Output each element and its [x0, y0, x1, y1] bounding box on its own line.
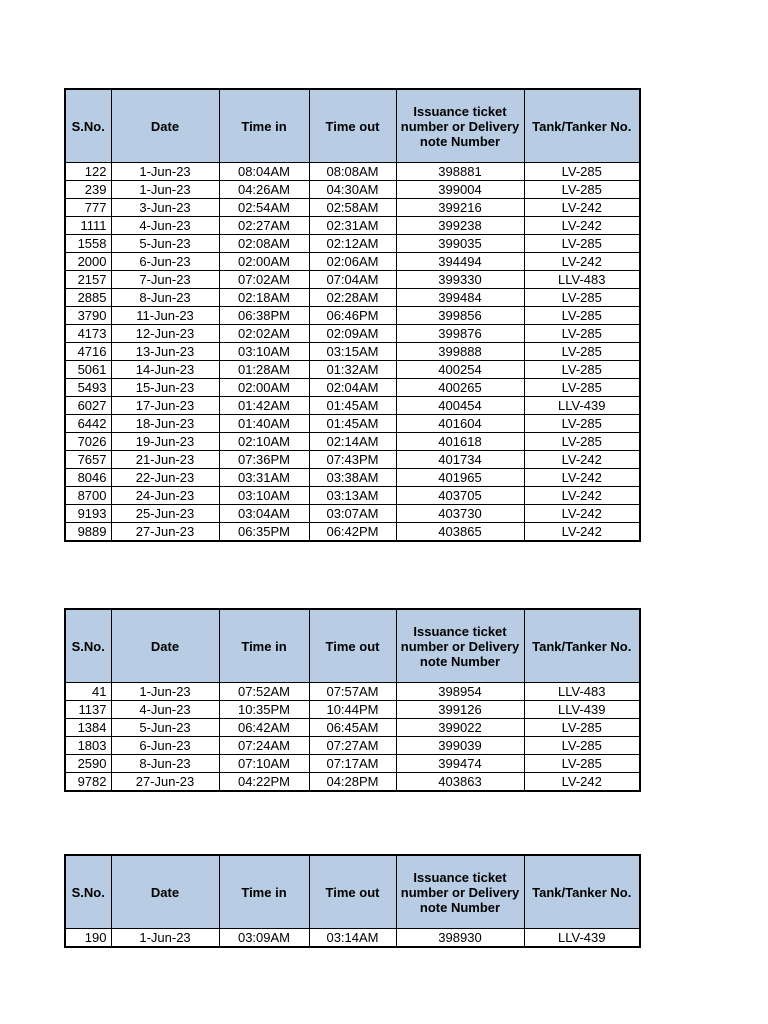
table-row	[65, 199, 640, 217]
cell-ticket-number: 399238	[396, 217, 524, 235]
cell-time-in: 04:22PM	[219, 773, 309, 792]
cell-time-out: 03:13AM	[309, 487, 396, 505]
cell-ticket-number: 401604	[396, 415, 524, 433]
cell-sno: 6442	[65, 415, 111, 433]
cell-sno: 4173	[65, 325, 111, 343]
cell-ticket-number: 399022	[396, 719, 524, 737]
cell-ticket-number: 399856	[396, 307, 524, 325]
cell-sno: 9193	[65, 505, 111, 523]
header-ticket-number: Issuance ticket number or Delivery note Number	[396, 855, 524, 929]
cell-date: 3-Jun-23	[111, 199, 219, 217]
cell-sno: 9782	[65, 773, 111, 792]
cell-time-out: 07:17AM	[309, 755, 396, 773]
table-row	[65, 271, 640, 289]
cell-sno: 8700	[65, 487, 111, 505]
table-row	[65, 253, 640, 271]
cell-time-out: 03:38AM	[309, 469, 396, 487]
cell-sno: 3790	[65, 307, 111, 325]
cell-ticket-number: 399126	[396, 701, 524, 719]
cell-date: 14-Jun-23	[111, 361, 219, 379]
cell-tank-no: LV-285	[524, 755, 640, 773]
table-row	[65, 235, 640, 253]
cell-ticket-number: 400454	[396, 397, 524, 415]
cell-ticket-number: 401618	[396, 433, 524, 451]
table-row	[65, 487, 640, 505]
cell-time-out: 01:32AM	[309, 361, 396, 379]
cell-date: 19-Jun-23	[111, 433, 219, 451]
cell-ticket-number: 401734	[396, 451, 524, 469]
cell-time-in: 02:27AM	[219, 217, 309, 235]
header-date: Date	[111, 609, 219, 683]
cell-time-in: 06:42AM	[219, 719, 309, 737]
cell-time-out: 02:06AM	[309, 253, 396, 271]
cell-ticket-number: 400265	[396, 379, 524, 397]
cell-sno: 2885	[65, 289, 111, 307]
cell-tank-no: LV-285	[524, 433, 640, 451]
cell-tank-no: LV-242	[524, 199, 640, 217]
cell-time-in: 03:31AM	[219, 469, 309, 487]
cell-tank-no: LV-242	[524, 523, 640, 542]
cell-date: 8-Jun-23	[111, 289, 219, 307]
table-row	[65, 343, 640, 361]
cell-sno: 9889	[65, 523, 111, 542]
cell-ticket-number: 399330	[396, 271, 524, 289]
cell-sno: 777	[65, 199, 111, 217]
cell-ticket-number: 399039	[396, 737, 524, 755]
cell-tank-no: LV-242	[524, 253, 640, 271]
cell-time-out: 10:44PM	[309, 701, 396, 719]
cell-sno: 1111	[65, 217, 111, 235]
cell-sno: 1137	[65, 701, 111, 719]
cell-ticket-number: 403863	[396, 773, 524, 792]
delivery-table-2	[64, 608, 641, 792]
cell-tank-no: LV-242	[524, 451, 640, 469]
table-row	[65, 469, 640, 487]
header-time-out: Time out	[309, 89, 396, 163]
cell-ticket-number: 403865	[396, 523, 524, 542]
cell-time-in: 02:54AM	[219, 199, 309, 217]
cell-time-in: 07:52AM	[219, 683, 309, 701]
cell-date: 18-Jun-23	[111, 415, 219, 433]
cell-date: 4-Jun-23	[111, 217, 219, 235]
cell-time-in: 07:02AM	[219, 271, 309, 289]
table-row	[65, 773, 640, 792]
cell-time-out: 02:09AM	[309, 325, 396, 343]
header-time-in: Time in	[219, 609, 309, 683]
cell-date: 4-Jun-23	[111, 701, 219, 719]
cell-date: 27-Jun-23	[111, 773, 219, 792]
cell-time-in: 03:10AM	[219, 343, 309, 361]
cell-date: 24-Jun-23	[111, 487, 219, 505]
cell-time-in: 02:00AM	[219, 379, 309, 397]
cell-tank-no: LV-242	[524, 773, 640, 792]
cell-tank-no: LLV-439	[524, 929, 640, 948]
header-date: Date	[111, 855, 219, 929]
header-row	[65, 855, 640, 929]
cell-sno: 1803	[65, 737, 111, 755]
cell-tank-no: LLV-483	[524, 271, 640, 289]
cell-time-in: 01:40AM	[219, 415, 309, 433]
cell-tank-no: LLV-439	[524, 701, 640, 719]
cell-ticket-number: 399004	[396, 181, 524, 199]
cell-sno: 2590	[65, 755, 111, 773]
cell-time-in: 02:10AM	[219, 433, 309, 451]
cell-time-out: 02:58AM	[309, 199, 396, 217]
header-tank-no: Tank/Tanker No.	[524, 89, 640, 163]
cell-time-out: 02:31AM	[309, 217, 396, 235]
header-sno: S.No.	[65, 89, 111, 163]
cell-time-out: 02:28AM	[309, 289, 396, 307]
table-row	[65, 929, 640, 948]
header-ticket-number: Issuance ticket number or Delivery note Number	[396, 89, 524, 163]
table-row	[65, 755, 640, 773]
header-row	[65, 609, 640, 683]
cell-time-in: 02:18AM	[219, 289, 309, 307]
cell-time-in: 01:42AM	[219, 397, 309, 415]
cell-tank-no: LV-285	[524, 289, 640, 307]
cell-tank-no: LLV-483	[524, 683, 640, 701]
table-row	[65, 505, 640, 523]
cell-date: 11-Jun-23	[111, 307, 219, 325]
table-row	[65, 415, 640, 433]
cell-date: 27-Jun-23	[111, 523, 219, 542]
cell-tank-no: LV-242	[524, 469, 640, 487]
cell-time-out: 04:28PM	[309, 773, 396, 792]
cell-ticket-number: 403730	[396, 505, 524, 523]
cell-date: 6-Jun-23	[111, 737, 219, 755]
cell-time-in: 06:35PM	[219, 523, 309, 542]
cell-sno: 4716	[65, 343, 111, 361]
cell-tank-no: LV-285	[524, 325, 640, 343]
cell-tank-no: LV-285	[524, 415, 640, 433]
cell-date: 8-Jun-23	[111, 755, 219, 773]
cell-time-in: 02:00AM	[219, 253, 309, 271]
cell-ticket-number: 398881	[396, 163, 524, 181]
table-row	[65, 379, 640, 397]
cell-time-in: 07:10AM	[219, 755, 309, 773]
cell-time-out: 07:43PM	[309, 451, 396, 469]
cell-time-out: 01:45AM	[309, 397, 396, 415]
header-time-out: Time out	[309, 609, 396, 683]
cell-time-out: 02:14AM	[309, 433, 396, 451]
cell-sno: 1384	[65, 719, 111, 737]
cell-ticket-number: 398930	[396, 929, 524, 948]
cell-tank-no: LV-285	[524, 307, 640, 325]
table-row	[65, 523, 640, 542]
cell-tank-no: LV-285	[524, 737, 640, 755]
cell-time-out: 03:15AM	[309, 343, 396, 361]
cell-tank-no: LV-242	[524, 217, 640, 235]
cell-date: 13-Jun-23	[111, 343, 219, 361]
cell-date: 21-Jun-23	[111, 451, 219, 469]
cell-time-out: 02:12AM	[309, 235, 396, 253]
cell-sno: 122	[65, 163, 111, 181]
table-row	[65, 737, 640, 755]
table-row	[65, 181, 640, 199]
cell-date: 12-Jun-23	[111, 325, 219, 343]
cell-tank-no: LV-285	[524, 181, 640, 199]
cell-date: 22-Jun-23	[111, 469, 219, 487]
header-row	[65, 89, 640, 163]
cell-sno: 7657	[65, 451, 111, 469]
cell-time-in: 03:09AM	[219, 929, 309, 948]
cell-ticket-number: 399216	[396, 199, 524, 217]
header-time-out: Time out	[309, 855, 396, 929]
cell-sno: 2157	[65, 271, 111, 289]
cell-ticket-number: 394494	[396, 253, 524, 271]
header-sno: S.No.	[65, 609, 111, 683]
cell-sno: 7026	[65, 433, 111, 451]
cell-time-out: 03:07AM	[309, 505, 396, 523]
cell-date: 1-Jun-23	[111, 163, 219, 181]
cell-tank-no: LV-242	[524, 487, 640, 505]
header-tank-no: Tank/Tanker No.	[524, 855, 640, 929]
table-row	[65, 701, 640, 719]
cell-date: 5-Jun-23	[111, 719, 219, 737]
delivery-table-1	[64, 88, 641, 542]
cell-sno: 5493	[65, 379, 111, 397]
cell-time-out: 08:08AM	[309, 163, 396, 181]
table-row	[65, 307, 640, 325]
cell-tank-no: LV-285	[524, 235, 640, 253]
cell-tank-no: LV-285	[524, 361, 640, 379]
header-time-in: Time in	[219, 89, 309, 163]
cell-time-out: 06:46PM	[309, 307, 396, 325]
cell-tank-no: LV-285	[524, 343, 640, 361]
cell-time-out: 07:57AM	[309, 683, 396, 701]
cell-tank-no: LV-242	[524, 505, 640, 523]
cell-time-in: 08:04AM	[219, 163, 309, 181]
table-row	[65, 163, 640, 181]
delivery-table-3	[64, 854, 641, 948]
cell-time-in: 03:10AM	[219, 487, 309, 505]
cell-ticket-number: 399035	[396, 235, 524, 253]
table-row	[65, 325, 640, 343]
cell-time-out: 02:04AM	[309, 379, 396, 397]
cell-sno: 41	[65, 683, 111, 701]
cell-date: 6-Jun-23	[111, 253, 219, 271]
cell-date: 5-Jun-23	[111, 235, 219, 253]
cell-time-in: 02:08AM	[219, 235, 309, 253]
cell-ticket-number: 399484	[396, 289, 524, 307]
cell-ticket-number: 401965	[396, 469, 524, 487]
cell-time-in: 07:36PM	[219, 451, 309, 469]
header-ticket-number: Issuance ticket number or Delivery note Number	[396, 609, 524, 683]
table-row	[65, 397, 640, 415]
cell-date: 1-Jun-23	[111, 683, 219, 701]
header-date: Date	[111, 89, 219, 163]
header-tank-no: Tank/Tanker No.	[524, 609, 640, 683]
cell-ticket-number: 399876	[396, 325, 524, 343]
cell-ticket-number: 399888	[396, 343, 524, 361]
cell-date: 15-Jun-23	[111, 379, 219, 397]
cell-date: 25-Jun-23	[111, 505, 219, 523]
table-row	[65, 217, 640, 235]
table-row	[65, 683, 640, 701]
cell-sno: 239	[65, 181, 111, 199]
cell-ticket-number: 403705	[396, 487, 524, 505]
cell-tank-no: LV-285	[524, 379, 640, 397]
cell-time-out: 06:42PM	[309, 523, 396, 542]
cell-time-in: 07:24AM	[219, 737, 309, 755]
table-row	[65, 451, 640, 469]
header-time-in: Time in	[219, 855, 309, 929]
cell-time-out: 07:27AM	[309, 737, 396, 755]
cell-ticket-number: 398954	[396, 683, 524, 701]
cell-time-out: 04:30AM	[309, 181, 396, 199]
cell-time-out: 01:45AM	[309, 415, 396, 433]
cell-time-in: 10:35PM	[219, 701, 309, 719]
cell-sno: 1558	[65, 235, 111, 253]
cell-time-in: 06:38PM	[219, 307, 309, 325]
cell-tank-no: LV-285	[524, 163, 640, 181]
table-row	[65, 289, 640, 307]
cell-sno: 190	[65, 929, 111, 948]
cell-time-in: 02:02AM	[219, 325, 309, 343]
cell-tank-no: LV-285	[524, 719, 640, 737]
table-row	[65, 361, 640, 379]
cell-tank-no: LLV-439	[524, 397, 640, 415]
table-row	[65, 433, 640, 451]
table-row	[65, 719, 640, 737]
cell-sno: 2000	[65, 253, 111, 271]
cell-date: 7-Jun-23	[111, 271, 219, 289]
cell-date: 1-Jun-23	[111, 181, 219, 199]
cell-time-out: 07:04AM	[309, 271, 396, 289]
cell-time-in: 01:28AM	[219, 361, 309, 379]
cell-ticket-number: 400254	[396, 361, 524, 379]
header-sno: S.No.	[65, 855, 111, 929]
cell-time-out: 03:14AM	[309, 929, 396, 948]
cell-sno: 5061	[65, 361, 111, 379]
cell-time-in: 04:26AM	[219, 181, 309, 199]
cell-date: 1-Jun-23	[111, 929, 219, 948]
cell-date: 17-Jun-23	[111, 397, 219, 415]
cell-time-in: 03:04AM	[219, 505, 309, 523]
cell-sno: 6027	[65, 397, 111, 415]
cell-sno: 8046	[65, 469, 111, 487]
cell-time-out: 06:45AM	[309, 719, 396, 737]
cell-ticket-number: 399474	[396, 755, 524, 773]
